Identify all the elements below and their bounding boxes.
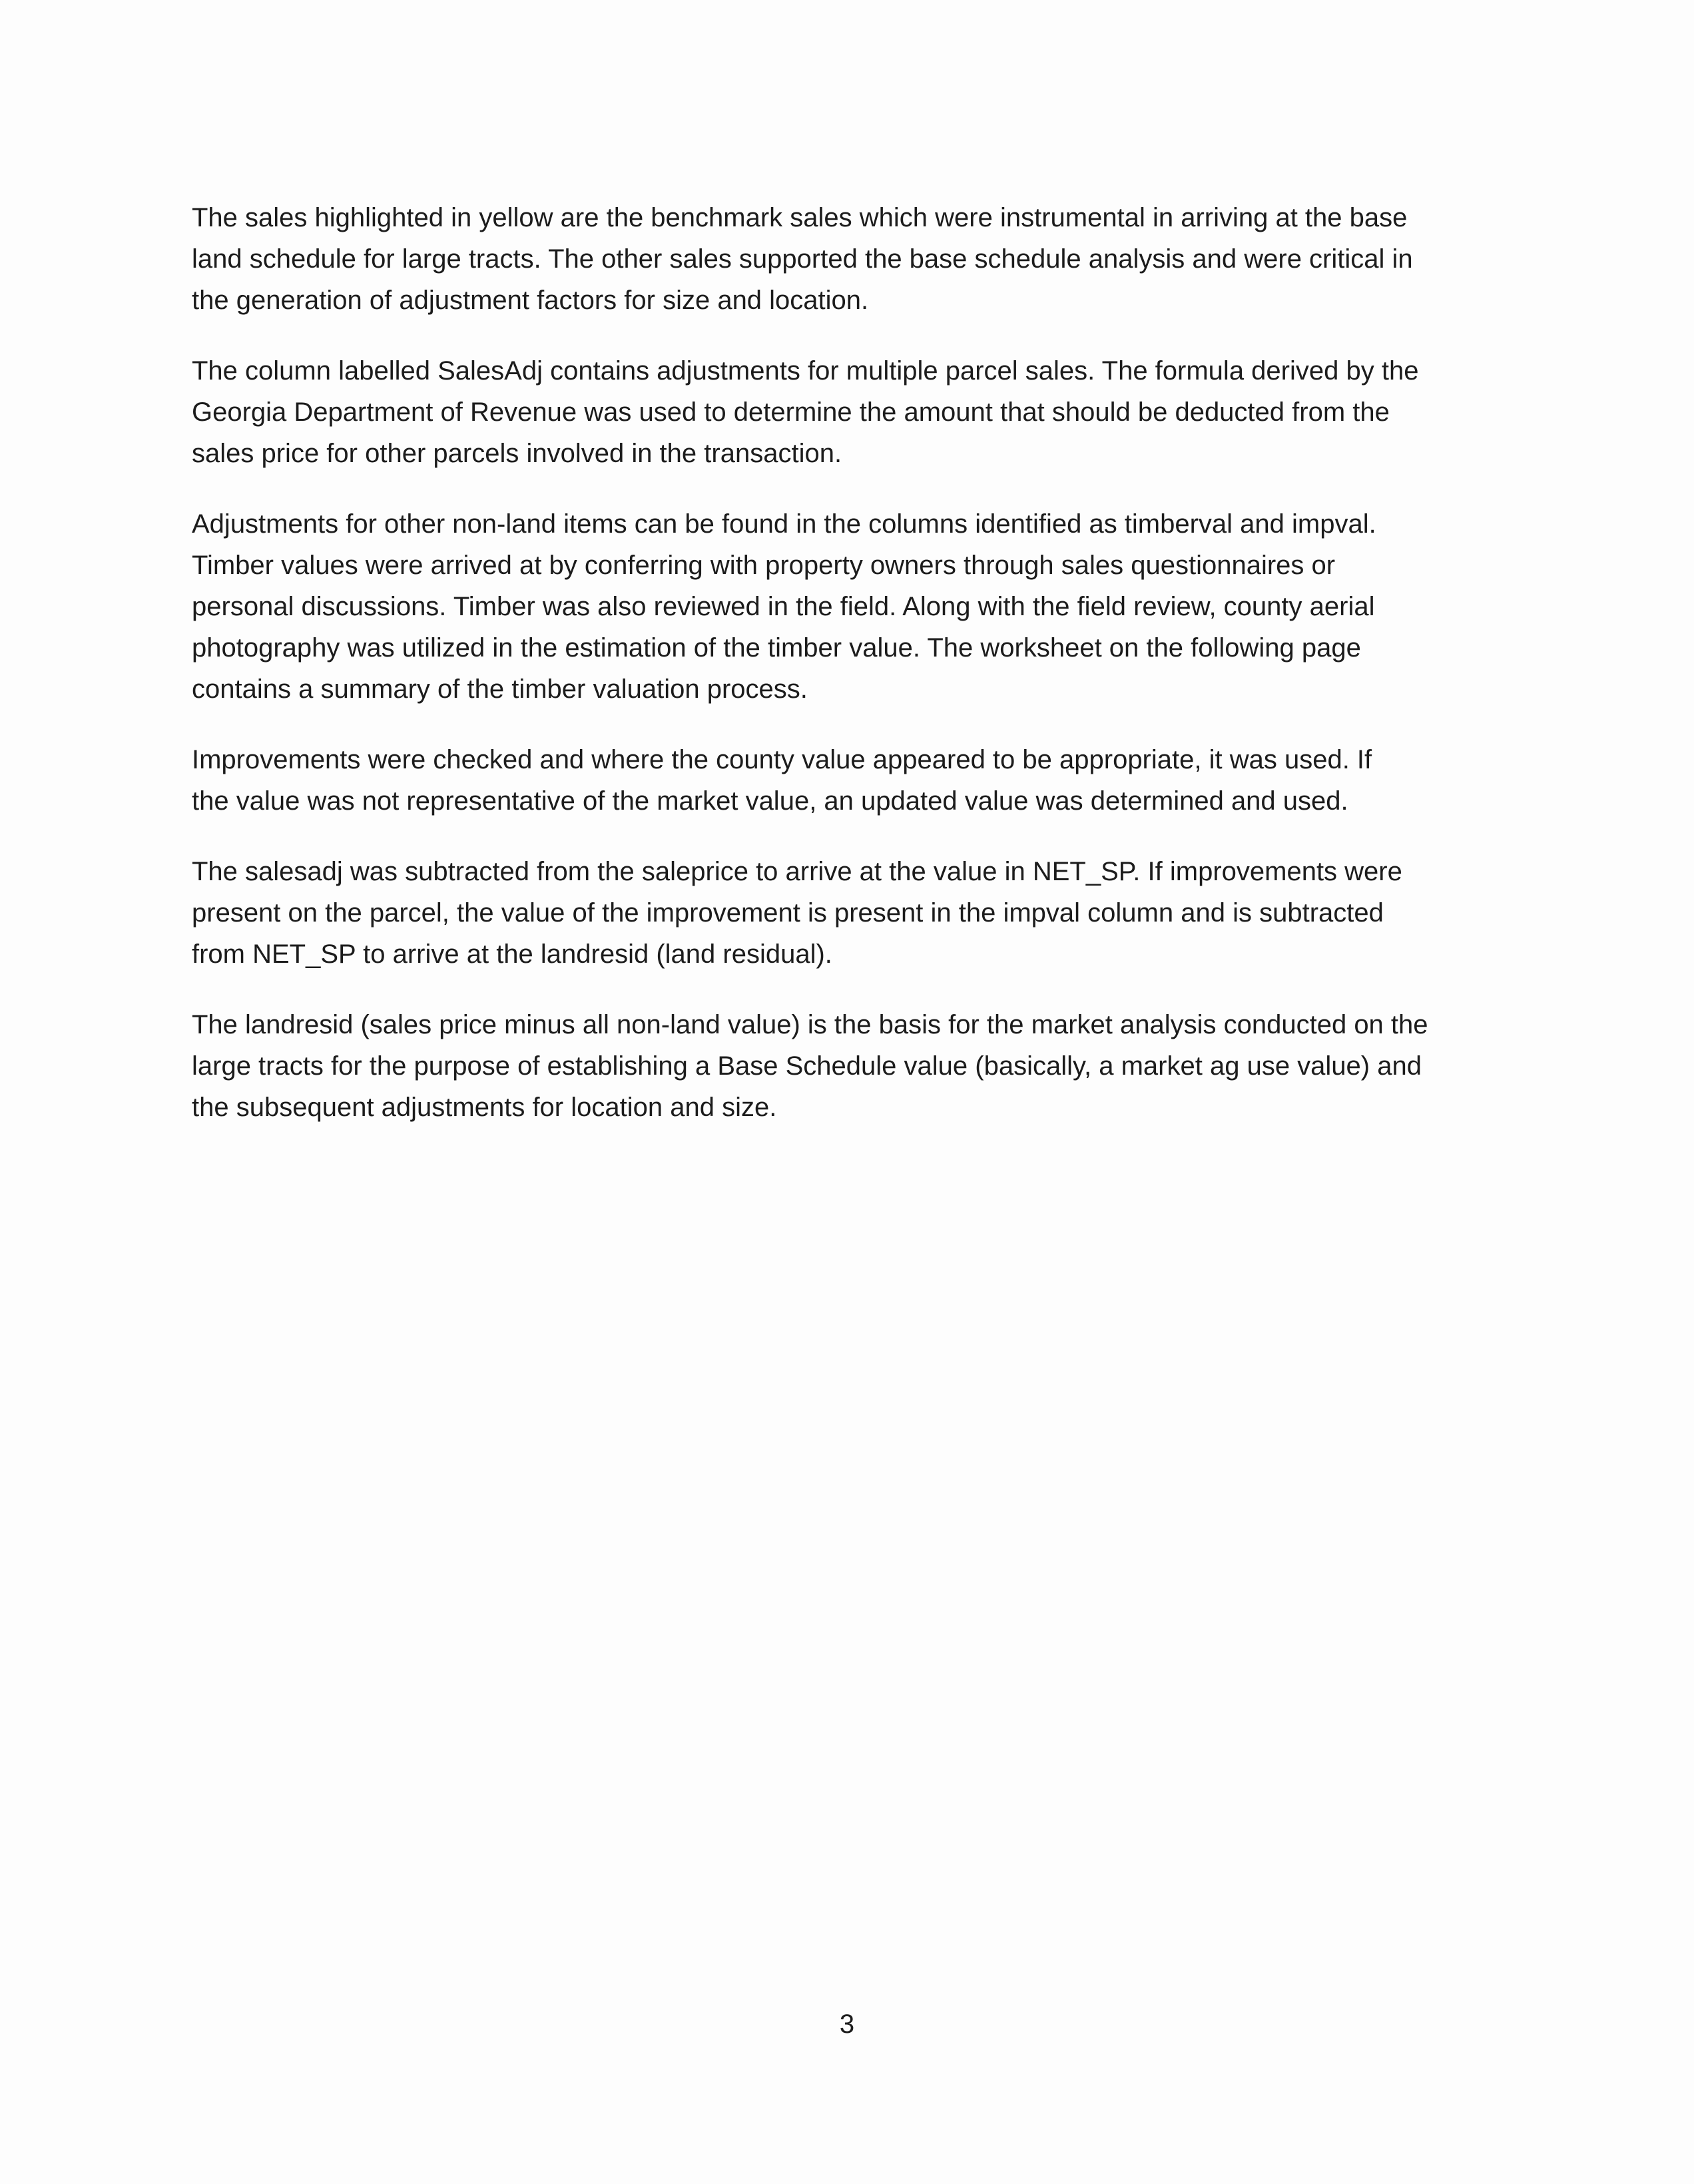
text-line: Timber values were arrived at by conferring with property owners through sales questionnaires or bbox=[192, 551, 1336, 580]
text-line: The landresid (sales price minus all non-land value) is the basis for the market analysis conducted on the bbox=[192, 1010, 1428, 1039]
paragraph-net-sp bbox=[192, 851, 1507, 975]
paragraph-improvements bbox=[192, 739, 1507, 822]
text-line: Georgia Department of Revenue was used to determine the amount that should be deducted from the bbox=[192, 398, 1390, 427]
paragraph-landresid bbox=[192, 1004, 1507, 1128]
text-line: land schedule for large tracts. The other sales supported the base schedule analysis and were critical in bbox=[192, 244, 1413, 274]
text-line: The column labelled SalesAdj contains adjustments for multiple parcel sales. The formula derived by the bbox=[192, 356, 1419, 386]
paragraph-benchmark-sales bbox=[192, 197, 1507, 321]
text-line: sales price for other parcels involved in the transaction. bbox=[192, 439, 842, 468]
text-line: The sales highlighted in yellow are the benchmark sales which were instrumental in arriving at the base bbox=[192, 203, 1408, 232]
text-line: Improvements were checked and where the county value appeared to be appropriate, it was used. If bbox=[192, 745, 1372, 774]
paragraph-non-land-adjustments bbox=[192, 503, 1507, 710]
text-line: large tracts for the purpose of establishing a Base Schedule value (basically, a market ag use value) and bbox=[192, 1051, 1422, 1081]
page-number: 3 bbox=[839, 2010, 855, 2039]
text-line: photography was utilized in the estimation of the timber value. The worksheet on the following page bbox=[192, 633, 1361, 663]
text-line: The salesadj was subtracted from the saleprice to arrive at the value in NET_SP. If improvements were bbox=[192, 857, 1402, 886]
text-line: Adjustments for other non-land items can be found in the columns identified as timberval and impval. bbox=[192, 509, 1376, 539]
text-line: the generation of adjustment factors for size and location. bbox=[192, 286, 869, 315]
text-line: present on the parcel, the value of the improvement is present in the impval column and is subtracted bbox=[192, 898, 1384, 928]
text-line: personal discussions. Timber was also reviewed in the field. Along with the field review, county aerial bbox=[192, 592, 1375, 621]
text-line: contains a summary of the timber valuation process. bbox=[192, 675, 808, 704]
text-line: from NET_SP to arrive at the landresid (land residual). bbox=[192, 940, 832, 969]
text-line: the subsequent adjustments for location and size. bbox=[192, 1093, 777, 1122]
paragraph-salesadj-column bbox=[192, 350, 1507, 474]
document-body bbox=[192, 197, 1507, 1157]
text-line: the value was not representative of the market value, an updated value was determined and used. bbox=[192, 786, 1348, 816]
